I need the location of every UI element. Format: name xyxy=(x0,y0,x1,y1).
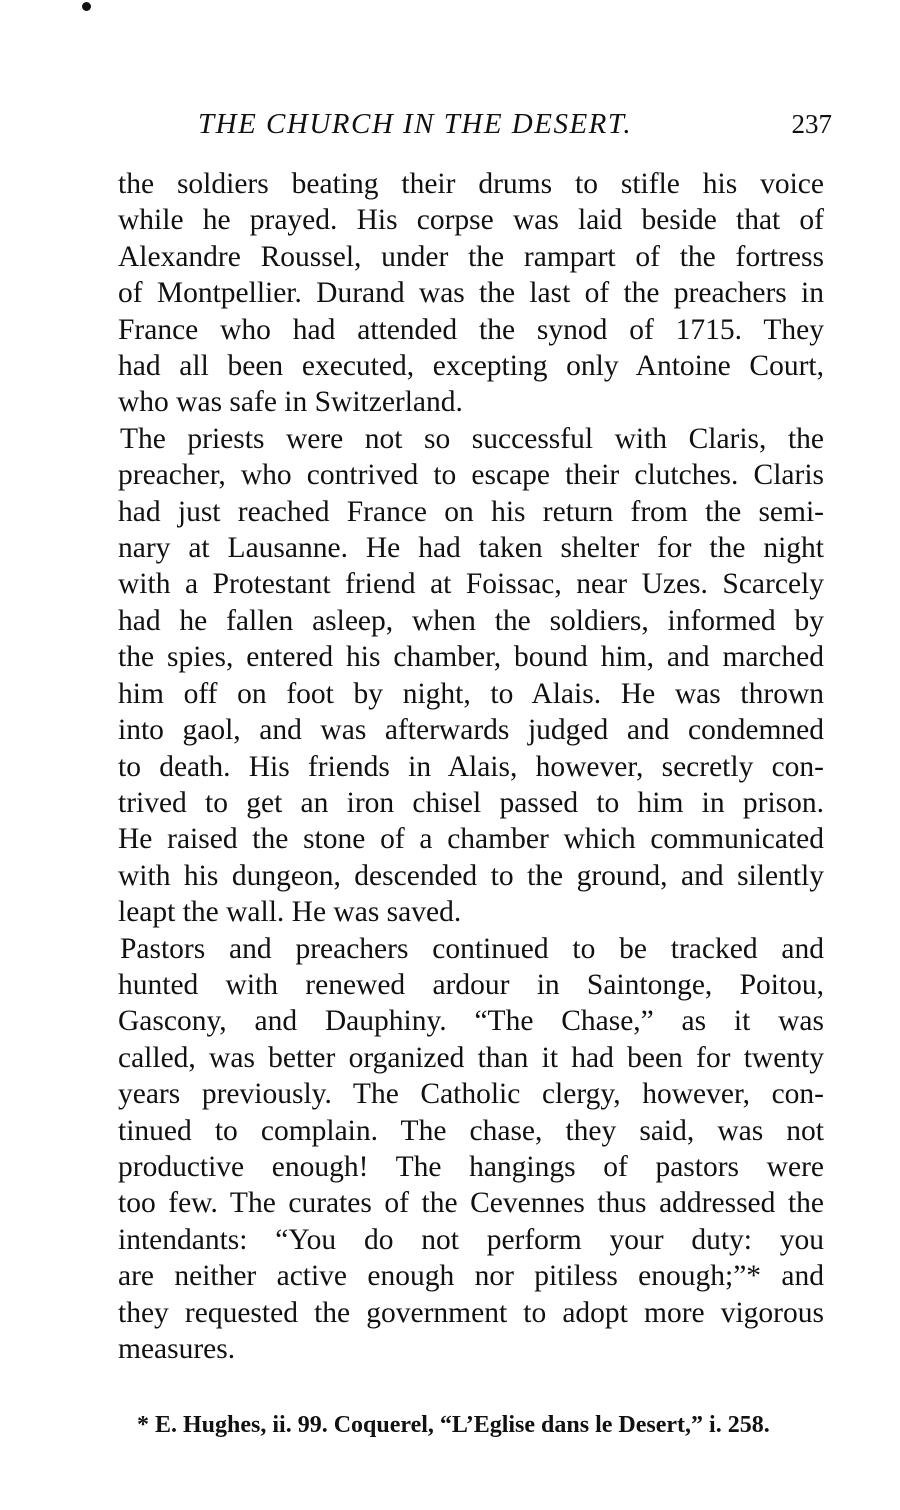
paragraph xyxy=(118,421,824,931)
text-line: had he fallen asleep, when the soldiers, informed by xyxy=(118,604,824,637)
text-line: He raised the stone of a chamber which communicated xyxy=(118,823,824,856)
text-line: called, was better organized than it had been for twenty xyxy=(118,1041,824,1074)
paragraph xyxy=(118,166,824,421)
text-line: France who had attended the synod of 1715. They xyxy=(118,313,824,346)
text-line: of Montpellier. Durand was the last of the preachers in xyxy=(118,277,824,310)
running-head: THE CHURCH IN THE DESERT. xyxy=(198,108,633,140)
text-line: The priests were not so successful with Claris, the xyxy=(120,422,824,455)
text-line: Pastors and preachers continued to be tracked and xyxy=(120,932,824,965)
text-line: had just reached France on his return from the semi- xyxy=(118,495,824,528)
text-line: had all been executed, excepting only Antoine Court, xyxy=(118,350,824,383)
text-line: Gascony, and Dauphiny. “The Chase,” as it was xyxy=(118,1005,824,1038)
text-line: are neither active enough nor pitiless enough;”* and xyxy=(118,1260,824,1293)
text-line: into gaol, and was afterwards judged and condemned xyxy=(118,714,824,747)
text-line: intendants: “You do not perform your duty: you xyxy=(118,1223,824,1256)
text-line: who was safe in Switzerland. xyxy=(118,386,463,419)
text-line: nary at Lausanne. He had taken shelter for the night xyxy=(118,532,824,565)
page-header xyxy=(118,102,832,146)
text-line: while he prayed. His corpse was laid beside that of xyxy=(118,204,824,237)
text-line: with a Protestant friend at Foissac, near Uzes. Scarcely xyxy=(118,568,824,601)
text-line: too few. The curates of the Cevennes thus addressed the xyxy=(118,1187,824,1220)
ink-speck xyxy=(82,2,91,11)
text-line: years previously. The Catholic clergy, however, con- xyxy=(118,1078,824,1111)
text-line: productive enough! The hangings of pastors were xyxy=(118,1150,824,1183)
text-line: tinued to complain. The chase, they said, was not xyxy=(118,1114,824,1147)
text-line: the soldiers beating their drums to stifle his voice xyxy=(118,168,824,200)
text-line: measures. xyxy=(118,1333,236,1365)
text-line: to death. His friends in Alais, however, secretly con- xyxy=(118,750,824,783)
text-line: hunted with renewed ardour in Saintonge, Poitou, xyxy=(118,968,824,1001)
body-text xyxy=(118,166,824,1367)
text-line: trived to get an iron chisel passed to him in prison. xyxy=(118,786,824,819)
text-line: leapt the wall. He was saved. xyxy=(118,896,462,929)
text-line: the spies, entered his chamber, bound him, and marched xyxy=(118,641,824,674)
text-line: they requested the government to adopt more vigorous xyxy=(118,1296,824,1329)
footnote: * E. Hughes, ii. 99. Coquerel, “L’Eglise dans le Desert,” i. 258. xyxy=(137,1412,770,1438)
text-line: with his dungeon, descended to the ground, and silently xyxy=(118,859,824,892)
text-line: him off on foot by night, to Alais. He was thrown xyxy=(118,677,824,710)
page-number: 237 xyxy=(791,109,832,139)
text-line: Alexandre Roussel, under the rampart of the fortress xyxy=(118,240,824,273)
text-line: preacher, who contrived to escape their clutches. Claris xyxy=(118,459,824,492)
paragraph xyxy=(118,931,824,1368)
